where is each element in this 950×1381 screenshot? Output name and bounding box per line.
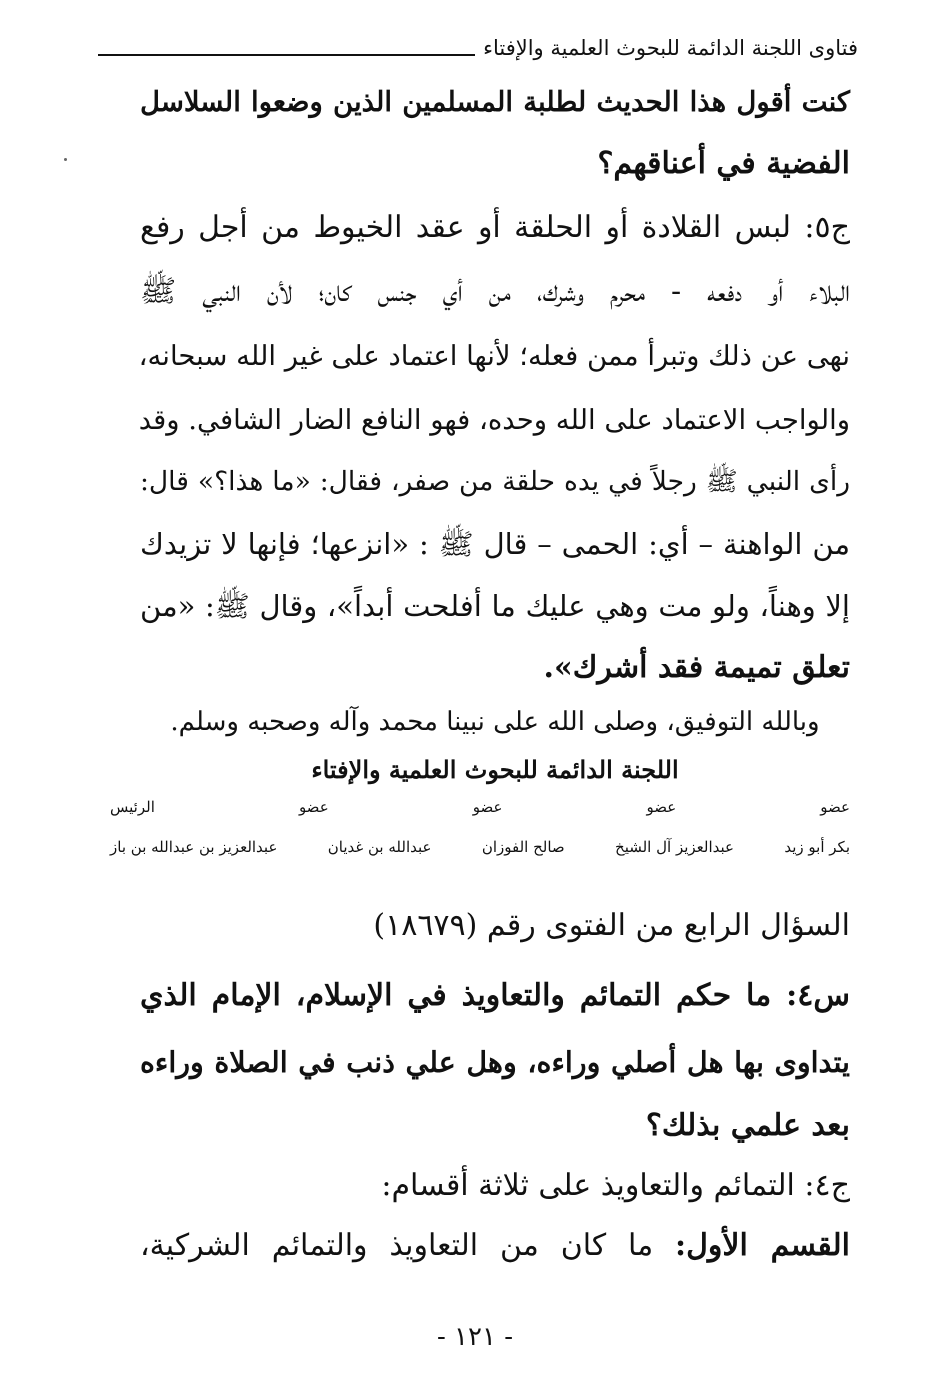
answer5-line-2: البلاء أو دفعه - محرم وشرك، من أي جنس كان؛ لأن النبي ﷺ <box>140 274 850 309</box>
question4-line-3: بعد علمي بذلك؟ <box>645 1108 850 1143</box>
closing-line: وبالله التوفيق، وصلى الله على نبينا محمد وآله وصحبه وسلم. <box>170 707 820 737</box>
running-header <box>98 24 858 60</box>
signatory-3: صالح الفوزان <box>481 838 565 856</box>
committee-roles <box>110 798 850 816</box>
header-title: فتاوى اللجنة الدائمة للبحوث العلمية والإفتاء <box>483 36 858 60</box>
answer5-line-5: رأى النبي ﷺ رجلاً في يده حلقة من صفر، فقال: «ما هذا؟» قال: <box>140 466 850 497</box>
committee-name: اللجنة الدائمة للبحوث العلمية والإفتاء <box>311 755 679 784</box>
role-president: الرئيس <box>110 798 155 816</box>
role-member-3: عضو <box>472 798 503 816</box>
answer5-line-1: ج٥: لبس القلادة أو الحلقة أو عقد الخيوط من أجل رفع <box>140 210 850 245</box>
signatory-2: عبدالعزيز آل الشيخ <box>615 838 734 856</box>
section1-text: ما كان من التعاويذ والتمائم الشركية، <box>140 1228 654 1263</box>
question5-line-2: الفضية في أعناقهم؟ <box>597 146 850 181</box>
answer4-intro: ج٤: التمائم والتعاويذ على ثلاثة أقسام: <box>381 1168 850 1203</box>
role-member-1: عضو <box>820 798 850 816</box>
role-member-4: عضو <box>298 798 329 816</box>
section1-line <box>140 1224 850 1268</box>
header-rule <box>98 54 475 56</box>
question4-line-1: س٤: ما حكم التمائم والتعاويذ في الإسلام، الإمام الذي <box>140 978 850 1013</box>
signatory-5: عبدالعزيز بن عبدالله بن باز <box>110 838 278 856</box>
answer5-line-3: نهى عن ذلك وتبرأ ممن فعله؛ لأنها اعتماد على غير الله سبحانه، <box>138 340 850 372</box>
committee-names <box>110 838 850 856</box>
answer5-line-8: تعلق تميمة فقد أشرك». <box>543 650 850 685</box>
section1-label: القسم الأول: <box>675 1228 850 1263</box>
answer5-line-6: من الواهنة – أي: الحمى – قال ﷺ : «انزعها؛ فإنها لا تزيدك <box>140 527 850 561</box>
signatory-1: بكر أبو زيد <box>784 838 850 856</box>
question5-line-1: كنت أقول هذا الحديث لطلبة المسلمين الذين وضعوا السلاسل <box>140 86 850 118</box>
page-number: - ١٢١ - <box>436 1322 514 1352</box>
signatory-4: عبدالله بن غديان <box>327 838 432 856</box>
fatwa-reference: السؤال الرابع من الفتوى رقم (١٨٦٧٩) <box>373 908 850 943</box>
answer5-line-7: إلا وهناً، ولو مت وهي عليك ما أفلحت أبداً»، وقال ﷺ: «من <box>140 589 850 623</box>
answer5-line-4: والواجب الاعتماد على الله وحده، فهو النافع الضار الشافي. وقد <box>138 404 850 436</box>
role-member-2: عضو <box>646 798 677 816</box>
question4-line-2: يتداوى بها هل أصلي وراءه، وهل علي ذنب في الصلاة وراءه <box>140 1045 850 1079</box>
scan-speck <box>64 158 67 161</box>
